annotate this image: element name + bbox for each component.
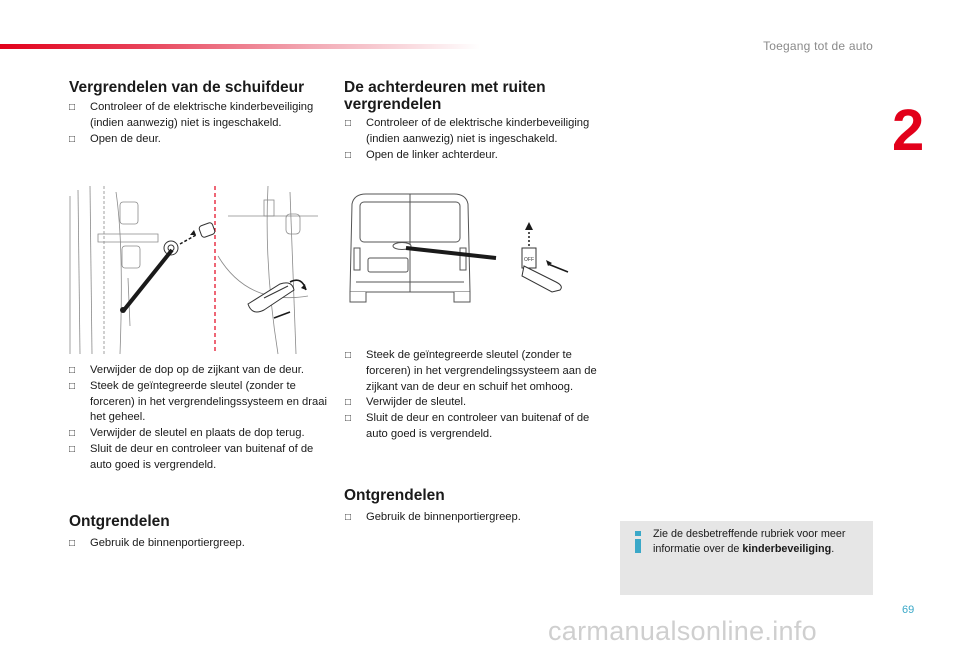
bullet-icon: □ [69, 133, 76, 145]
list-item-text: Steek de geïntegreerde sleutel (zonder te forceren) in het vergrendelingssysteem en draai het geheel. [90, 379, 327, 424]
chapter-number: 2 [892, 98, 925, 163]
middle-title-line2: vergrendelen [344, 96, 442, 113]
left-unlock-title: Ontgrendelen [69, 513, 170, 530]
middle-unlock-title: Ontgrendelen [344, 487, 445, 504]
info-text-bold: kinderbeveiliging [742, 543, 832, 555]
list-item-text: Verwijder de dop op de zijkant van de deur. [90, 364, 304, 376]
page-number: 69 [902, 604, 915, 616]
list-item [345, 510, 600, 526]
list-item-text: Controleer of de elektrische kinderbeveiliging (indien aanwezig) niet is ingeschakeld. [366, 117, 590, 145]
list-item-text: Steek de geïntegreerde sleutel (zonder te forceren) in het vergrendelingssysteem aan de zijkant van de deur en schuif het omhoog. [366, 349, 597, 393]
list-item [69, 426, 327, 442]
info-box [620, 521, 873, 595]
middle-title-line1: De achterdeuren met ruiten [344, 79, 546, 96]
middle-unlock-steps [345, 510, 600, 526]
left-steps-before [69, 100, 324, 147]
middle-steps-after [345, 348, 600, 443]
bullet-icon: □ [69, 538, 76, 549]
bullet-icon: □ [345, 149, 352, 161]
sliding-door-lock-illustration [68, 186, 324, 356]
left-unlock-steps [69, 536, 324, 552]
info-text-end: . [831, 543, 835, 555]
off-label: OFF [524, 257, 534, 263]
list-item [69, 100, 324, 132]
bullet-icon: □ [345, 413, 352, 425]
list-item [69, 536, 324, 552]
bullet-icon: □ [69, 365, 76, 376]
info-text [653, 527, 853, 557]
bullet-icon: □ [69, 102, 76, 113]
left-title: Vergrendelen van de schuifdeur [69, 79, 305, 96]
left-steps-after [69, 363, 327, 474]
list-item [69, 442, 327, 474]
header-accent-bar [0, 44, 480, 49]
list-item-text: Open de linker achterdeur. [366, 148, 498, 161]
middle-steps-before [345, 116, 600, 163]
bullet-icon: □ [345, 118, 352, 129]
list-item [69, 379, 327, 426]
list-item-text: Sluit de deur en controleer van buitenaf of de auto goed is vergrendeld. [90, 442, 314, 471]
list-item [69, 363, 327, 379]
list-item-text: Controleer of de elektrische kinderbeveiliging (indien aanwezig) niet is ingeschakeld. [90, 101, 314, 129]
bullet-icon: □ [345, 512, 352, 523]
list-item-text: Verwijder de sleutel en plaats de dop terug. [90, 427, 305, 440]
middle-title [344, 79, 546, 113]
list-item [345, 348, 600, 395]
rear-door-lock-illustration [346, 192, 586, 306]
list-item-text: Gebruik de binnenportiergreep. [366, 511, 521, 523]
list-item-text: Sluit de deur en controleer van buitenaf of de auto goed is vergrendeld. [366, 412, 590, 440]
list-item [69, 132, 324, 148]
bullet-icon: □ [69, 443, 76, 455]
bullet-icon: □ [69, 380, 76, 392]
watermark: carmanualsonline.info [548, 616, 817, 646]
list-item-text: Verwijder de sleutel. [366, 396, 467, 409]
bullet-icon: □ [345, 397, 352, 409]
list-item [345, 395, 600, 411]
list-item [345, 148, 600, 164]
bullet-icon: □ [345, 350, 352, 361]
list-item [345, 116, 600, 148]
info-text-part: Zie de desbetreffende rubriek voor meer informatie over de [653, 528, 846, 555]
bullet-icon: □ [69, 428, 76, 440]
section-title: Toegang tot de auto [763, 39, 873, 53]
info-icon [633, 531, 643, 553]
list-item-text: Open de deur. [90, 132, 161, 145]
list-item [345, 411, 600, 443]
list-item-text: Gebruik de binnenportiergreep. [90, 537, 245, 549]
